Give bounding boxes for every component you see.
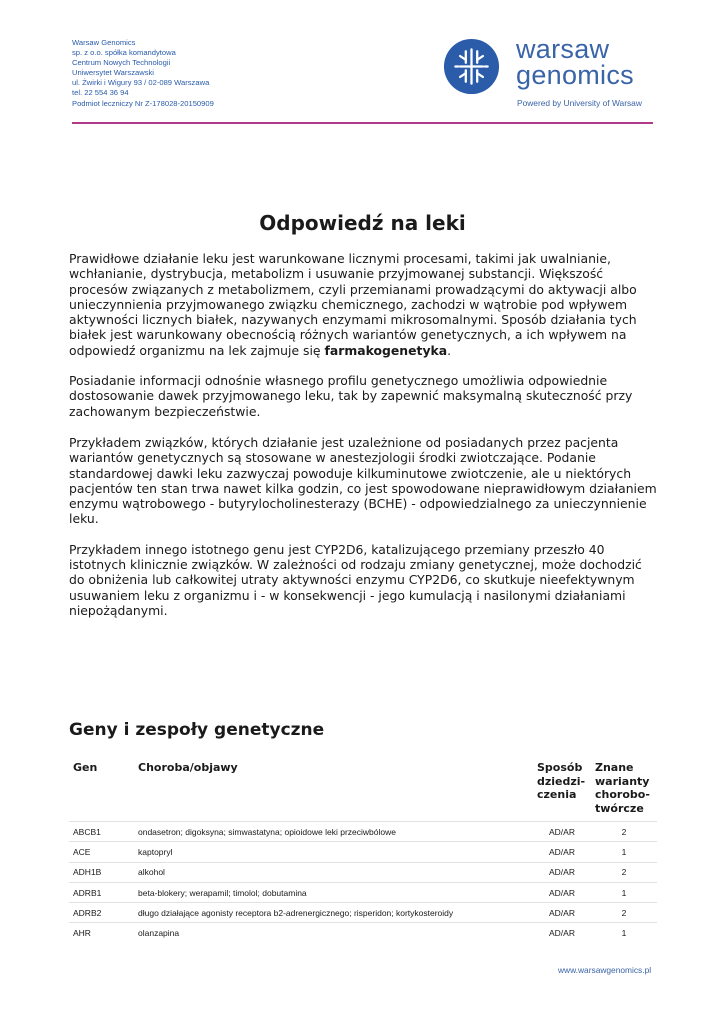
table-header-row — [69, 757, 657, 822]
address-line: sp. z o.o. spółka komandytowa — [72, 48, 176, 58]
cell-choroba: ondasetron; digoksyna; simwastatyna; opioidowe leki przeciwbólowe — [134, 822, 533, 842]
address-line: tel. 22 554 36 94 — [72, 88, 129, 98]
cell-znane: 2 — [591, 822, 657, 842]
address-line: Uniwersytet Warszawski — [72, 68, 154, 78]
cell-znane: 2 — [591, 862, 657, 882]
cell-sposob: AD/AR — [533, 903, 591, 923]
address-line: ul. Żwirki i Wigury 93 / 02-089 Warszawa — [72, 78, 210, 88]
table-row — [69, 903, 657, 923]
table-row — [69, 842, 657, 862]
cell-gen: ABCB1 — [69, 822, 134, 842]
cell-znane: 2 — [591, 903, 657, 923]
paragraph: Prawidłowe działanie leku jest warunkowane licznymi procesami, takimi jak uwalnianie, wchłanianie, dystrybucja, metabolizm i usuwanie przyjmowanej substancji. Większość procesów związanych z metabolizmem, czyli przemianami prowadzącymi do aktywacji albo unieczynnienia przyjmowanego związku chemicznego, zachodzi w wątrobie pod wpływem aktywności licznych białek, nazywanych enzymami mikrosomalnymi. Sposób działania tych białek jest warunkowany obecnością różnych wariantów genetycznych, a ich wpływem na odpowiedź organizmu na lek zajmuje się farmakogenetyka. — [69, 251, 637, 358]
logo-wordmark: warsaw genomics — [516, 34, 634, 90]
cell-gen: AHR — [69, 923, 134, 943]
cell-znane: 1 — [591, 923, 657, 943]
logo-tagline: Powered by University of Warsaw — [517, 98, 642, 108]
warsaw-genomics-emblem-icon — [443, 38, 500, 95]
address-line: Podmiot leczniczy Nr Z-178028-20150909 — [72, 98, 214, 108]
cell-znane: 1 — [591, 882, 657, 902]
cell-choroba: alkohol — [134, 862, 533, 882]
cell-sposob: AD/AR — [533, 862, 591, 882]
cell-gen: ADRB1 — [69, 882, 134, 902]
page-title: Odpowiedź na leki — [259, 211, 466, 235]
cell-choroba: olanzapina — [134, 923, 533, 943]
company-address — [72, 38, 214, 109]
header-divider — [72, 122, 653, 124]
address-line: Centrum Nowych Technologii — [72, 58, 171, 68]
cell-sposob: AD/AR — [533, 822, 591, 842]
cell-znane: 1 — [591, 842, 657, 862]
column-header-znane: Znane warianty chorobo- twórcze — [595, 761, 650, 815]
column-header-sposob: Sposób dziedzi- czenia — [537, 761, 586, 801]
paragraph: Posiadanie informacji odnośnie własnego profilu genetycznego umożliwia odpowiednie dostosowanie dawek przyjmowanego leku, tak by zapewnić maksymalną skuteczność przy zachowanym bezpieczeństwie. — [69, 373, 633, 419]
cell-gen: ADRB2 — [69, 903, 134, 923]
column-header-choroba: Choroba/objawy — [138, 761, 238, 774]
table-row — [69, 862, 657, 882]
cell-gen: ACE — [69, 842, 134, 862]
address-line: Warsaw Genomics — [72, 38, 136, 47]
paragraph: Przykładem innego istotnego genu jest CYP2D6, katalizującego przemiany przeszło 40 istotnych klinicznie związków. W zależności od rodzaju zmiany genetycznej, może dochodzić do obniżenia lub całkowitej utraty aktywności enzymu CYP2D6, co skutkuje nieefektywnym usuwaniem leku z organizmu i - w konsekwencji - jego kumulacją i nasilonymi działaniami niepożądanymi. — [69, 541, 642, 618]
column-header-gen: Gen — [73, 761, 98, 774]
cell-choroba: długo działające agonisty receptora b2-adrenergicznego; risperidon; kortykosteroidy — [134, 903, 533, 923]
cell-choroba: beta-blokery; werapamil; timolol; dobutamina — [134, 882, 533, 902]
cell-sposob: AD/AR — [533, 842, 591, 862]
cell-choroba: kaptopryl — [134, 842, 533, 862]
section-title: Geny i zespoły genetyczne — [69, 720, 325, 740]
intro-text — [69, 251, 659, 633]
table-row — [69, 882, 657, 902]
cell-sposob: AD/AR — [533, 923, 591, 943]
paragraph: Przykładem związków, których działanie jest uzależnione od posiadanych przez pacjenta wariantów genetycznych są stosowane w anestezjologii środki zwiotczające. Podanie standardowej dawki leku zazwyczaj powoduje kilkuminutowe zwiotczenie, ale u niektórych pacjentów ten stan trwa nawet kilka godzin, co jest spowodowane nieprawidłowym działaniem enzymu wątrobowego - butyrylocholinesterazy (BCHE) - odpowiedzialnego za unieczynnienie leku. — [69, 434, 657, 527]
cell-sposob: AD/AR — [533, 882, 591, 902]
table-row — [69, 923, 657, 943]
footer-website-link[interactable]: www.warsawgenomics.pl — [558, 965, 652, 975]
bold-term: farmakogenetyka — [324, 342, 448, 358]
genes-table — [69, 757, 657, 943]
table-row — [69, 822, 657, 842]
cell-gen: ADH1B — [69, 862, 134, 882]
